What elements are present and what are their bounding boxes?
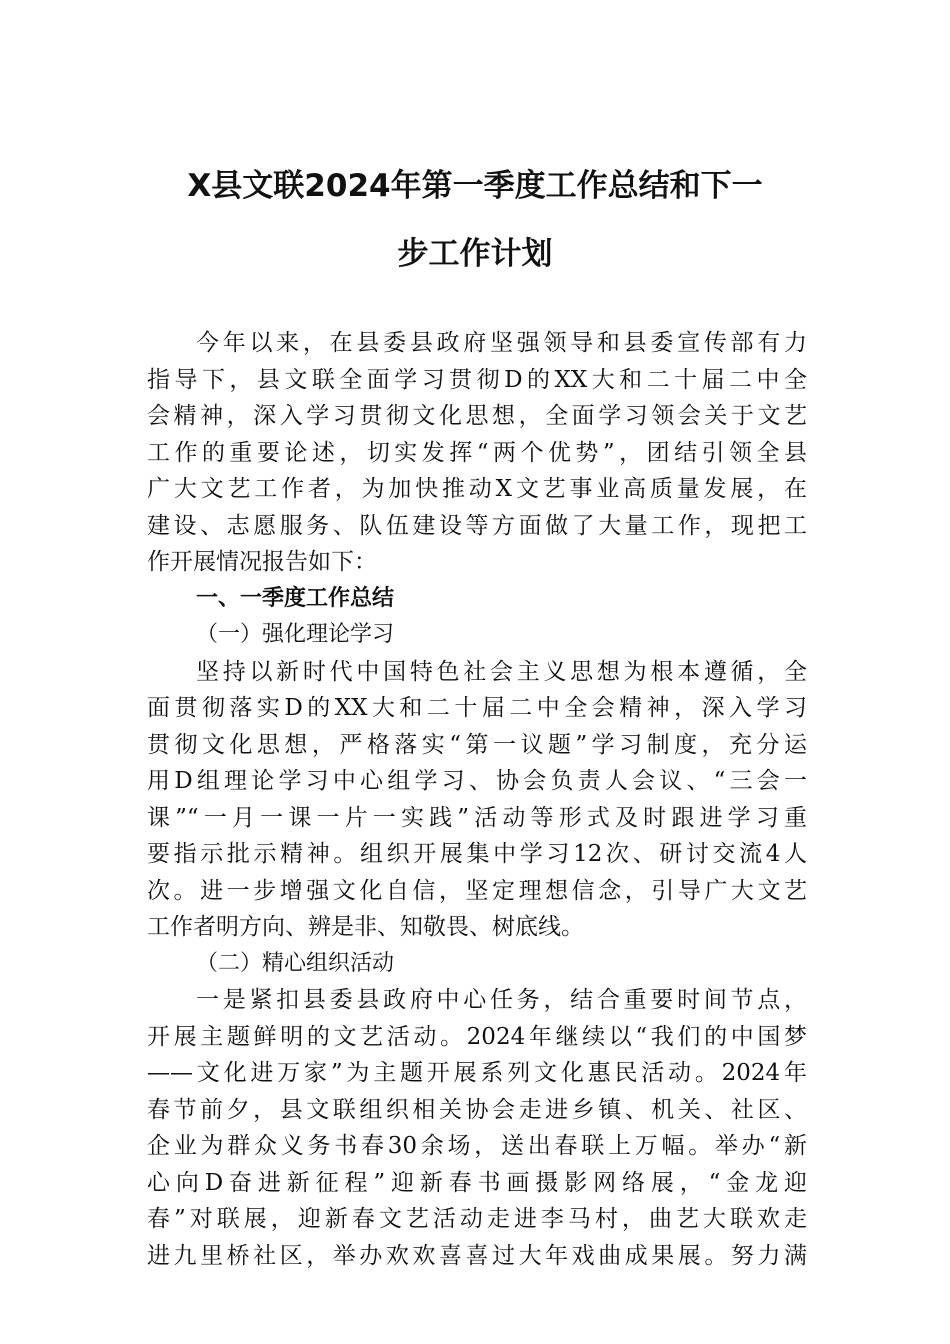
text-line: 企业为群众义务书春30余场，送出春联上万幅。举办“新 xyxy=(147,1133,807,1159)
text-line: 工作者明方向、辨是非、知敬畏、树底线。 xyxy=(147,914,584,940)
text-line: 要指示批示精神。组织开展集中学习12次、研讨交流4人 xyxy=(147,841,807,867)
text-line: 春”对联展，迎新春文艺活动走进李马村，曲艺大联欢走 xyxy=(147,1206,807,1232)
text-line: 今年以来，在县委县政府坚强领导和县委宣传部有力 xyxy=(196,330,807,356)
text-line: 广大文艺工作者，为加快推动X文艺事业高质量发展，在 xyxy=(147,476,807,502)
section-heading: 一、一季度工作总结 xyxy=(196,585,395,611)
document-body xyxy=(147,325,807,1274)
text-line: 进九里桥社区，举办欢欢喜喜过大年戏曲成果展。努力满 xyxy=(147,1242,807,1269)
text-line: 坚持以新时代中国特色社会主义思想为根本遵循，全 xyxy=(196,658,807,685)
subsection-1-paragraph xyxy=(147,654,807,946)
text-line: ——文化进万家”为主题开展系列文化惠民活动。2024年 xyxy=(147,1060,807,1086)
text-line: 开展主题鲜明的文艺活动。2024年继续以“我们的中国梦 xyxy=(147,1023,807,1050)
text-line: 心向D奋进新征程”迎新春书画摄影网络展，“金龙迎 xyxy=(147,1169,807,1196)
text-line: 次。进一步增强文化自信，坚定理想信念，引导广大文艺 xyxy=(147,877,807,904)
text-line: 用D组理论学习中心组学习、协会负责人会议、“三会一 xyxy=(147,768,807,794)
intro-paragraph xyxy=(147,325,807,581)
text-line: 一是紧扣县委县政府中心任务，结合重要时间节点， xyxy=(196,987,807,1013)
text-line: 面贯彻落实D的XX大和二十届二中全会精神，深入学习 xyxy=(147,695,807,721)
document-title xyxy=(120,152,830,288)
title-line-2: 步工作计划 xyxy=(397,236,553,272)
text-line: 会精神，深入学习贯彻文化思想，全面学习领会关于文艺 xyxy=(147,403,807,429)
subsection-2-paragraph xyxy=(147,982,807,1274)
title-line-1: X县文联2024年第一季度工作总结和下一 xyxy=(187,168,763,204)
subsection-heading: （一）强化理论学习 xyxy=(196,622,395,647)
text-line: 指导下，县文联全面学习贯彻D的XX大和二十届二中全 xyxy=(147,366,807,393)
text-line: 建设、志愿服务、队伍建设等方面做了大量工作，现把工 xyxy=(147,512,807,539)
subsection-heading: （二）精心组织活动 xyxy=(196,950,395,976)
text-line: 课”“一月一课一片一实践”活动等形式及时跟进学习重 xyxy=(147,804,807,831)
text-line: 工作的重要论述，切实发挥“两个优势”，团结引领全县 xyxy=(147,439,807,466)
text-line: 作开展情况报告如下： xyxy=(147,549,377,575)
text-line: 贯彻文化思想，严格落实“第一议题”学习制度，充分运 xyxy=(147,731,807,758)
text-line: 春节前夕，县文联组织相关协会走进乡镇、机关、社区、 xyxy=(147,1096,807,1123)
